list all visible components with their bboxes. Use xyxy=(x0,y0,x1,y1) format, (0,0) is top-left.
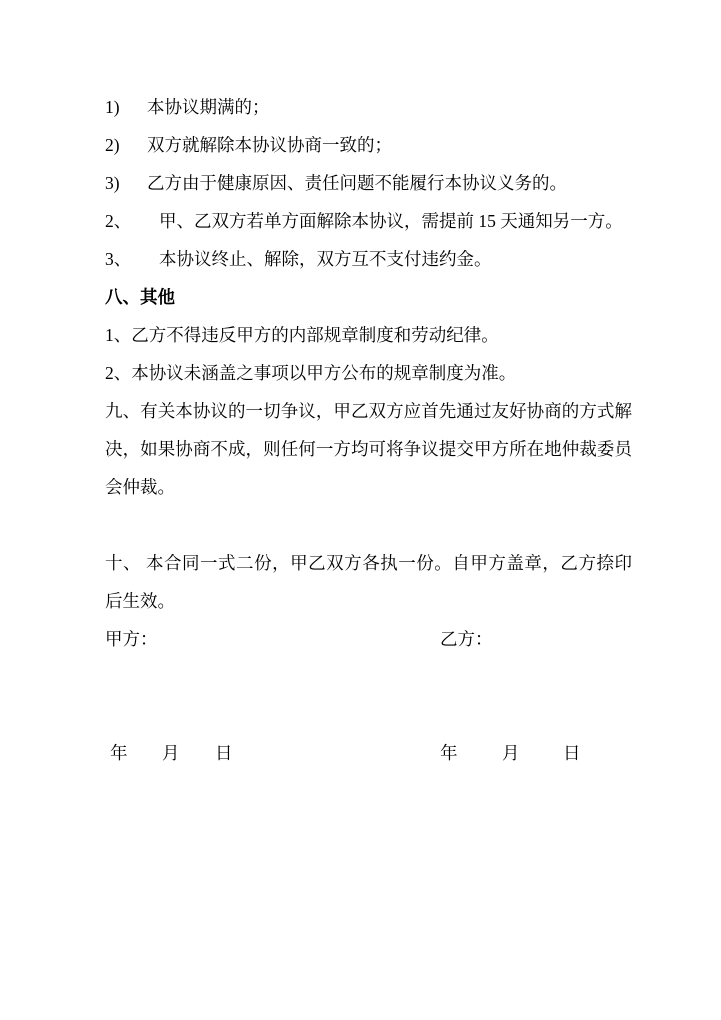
party-a-label: 甲方： xyxy=(105,629,158,649)
item-3-number: 3、 xyxy=(105,249,132,269)
section-nine-paragraph: 九、有关本协议的一切争议，甲乙双方应首先通过友好协商的方式解决，如果协商不成，则任何一方均可将争议提交甲方所在地仲裁委员会仲裁。 xyxy=(105,401,632,497)
subitem-3-number: 3) xyxy=(105,173,120,193)
s8-item-2-text: 本协议未涵盖之事项以甲方公布的规章制度为准。 xyxy=(131,363,517,383)
party-a-date-day: 日 xyxy=(215,743,233,763)
section-eight-heading: 八、其他 xyxy=(105,287,175,307)
item-2-number: 2、 xyxy=(105,211,132,231)
s8-item-2-number: 2、 xyxy=(105,363,132,383)
s8-item-1-number: 1、 xyxy=(105,325,132,345)
subitem-2-text: 双方就解除本协议协商一致的； xyxy=(147,135,392,155)
date-row xyxy=(105,734,632,772)
termination-item-2 xyxy=(105,202,632,240)
section-eight-item-2 xyxy=(105,354,632,392)
item-2-text: 甲、乙双方若单方面解除本协议，需提前 15 天通知另一方。 xyxy=(159,211,623,231)
subitem-2-number: 2) xyxy=(105,135,120,155)
subitem-1-number: 1) xyxy=(105,97,120,117)
termination-subitem-1 xyxy=(105,88,632,126)
subitem-1-text: 本协议期满的； xyxy=(147,97,270,117)
party-b-label: 乙方： xyxy=(440,629,493,649)
termination-subitem-2 xyxy=(105,126,632,164)
termination-subitem-3 xyxy=(105,164,632,202)
contract-body xyxy=(105,88,632,772)
section-ten-paragraph: 十、 本合同一式二份，甲乙双方各执一份。自甲方盖章，乙方捺印后生效。 xyxy=(105,553,632,611)
party-b-date-day: 日 xyxy=(563,743,581,763)
party-a-date-year: 年 xyxy=(110,743,128,763)
party-a-date-month: 月 xyxy=(162,743,180,763)
section-eight-item-1 xyxy=(105,316,632,354)
party-b-date-month: 月 xyxy=(502,743,520,763)
signature-row xyxy=(105,620,632,658)
s8-item-1-text: 乙方不得违反甲方的内部规章制度和劳动纪律。 xyxy=(131,325,499,345)
subitem-3-text: 乙方由于健康原因、责任问题不能履行本协议义务的。 xyxy=(147,173,567,193)
party-b-date-year: 年 xyxy=(440,743,458,763)
termination-item-3 xyxy=(105,240,632,278)
item-3-text: 本协议终止、解除，双方互不支付违约金。 xyxy=(159,249,492,269)
